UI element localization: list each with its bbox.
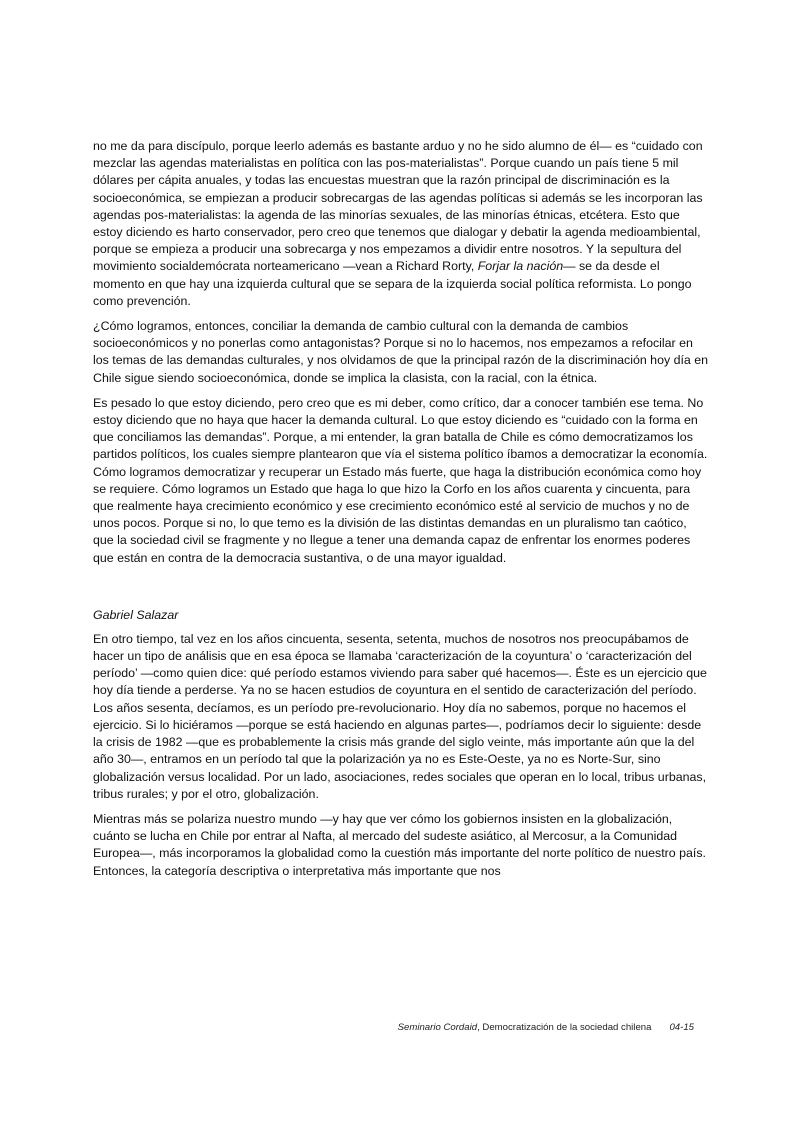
paragraph-2: ¿Cómo logramos, entonces, conciliar la demanda de cambio cultural con la demanda de cambios socioeconómicos y no ponerlas como antagonistas? Porque si no lo hacemos, nos empezamos a refocilar en los temas de las demandas culturales, y nos olvidamos de que la principal razón de la discriminación hoy día en Chile sigue siendo socioeconómica, donde se implica la clasista, con la racial, con la étnica. bbox=[93, 319, 709, 385]
paragraph-4: En otro tiempo, tal vez en los años cincuenta, sesenta, setenta, muchos de nosotros nos preocupábamos de hacer un tipo de análisis que en esa época se llamaba ‘caracterización de la coyuntura’ o ‘caracterización del período’ —como quien dice: qué período estamos viviendo para saber qué hacemos—. Éste es un ejercicio que hoy día tiende a perderse. Ya no se hacen estudios de coyuntura en el sentido de caracterización del período. Los años sesenta, decíamos, es un período pre-revolucionario. Hoy día no sabemos, porque no hacemos el ejercicio. Si lo hiciéramos —porque se está haciendo en algunas partes—, podríamos decir lo siguiente: desde la crisis de 1982 —que es probablemente la crisis más grande del siglo veinte, más importante aún que la del año 30—, entramos en un período tal que la polarización ya no es Este-Oeste, ya no es Norte-Sur, sino globalización versus localidad. Por un lado, asociaciones, redes sociales que operan en lo local, tribus urbanas, tribus rurales; y por el otro, globalización. bbox=[93, 631, 707, 801]
paragraph-5: Mientras más se polariza nuestro mundo —y hay que ver cómo los gobiernos insisten en la globalización, cuánto se lucha en Chile por entrar al Nafta, al mercado del sudeste asiático, al Mercosur, a la Comunidad Europea—, más incorporamos la globalidad como la cuestión más importante del norte político de nuestro país. Entonces, la categoría descriptiva o interpretativa más importante que nos bbox=[93, 811, 706, 878]
page-footer bbox=[398, 1022, 694, 1033]
page-number: 04-15 bbox=[669, 1022, 694, 1033]
paragraph-1-text-a: no me da para discípulo, porque leerlo además es bastante arduo y no he sido alumno de él— es “cuidado con mezclar las agendas materialistas en política con las pos-materialistas”. Porque cuando un país tiene 5 mil dólares per cápita anuales, y todas las encuestas muestran que la razón principal de discriminación es la socioeconómica, se empiezan a producir sobrecargas de las agendas políticas si además se les incorporan las agendas pos-materialistas: la agenda de las minorías sexuales, de las minorías étnicas, etcétera. Esto que estoy diciendo es harto conservador, pero creo que tenemos que dialogar y debatir la agenda medioambiental, porque se empieza a producir una sobrecarga y nos empezamos a dividir entre nosotros. Y la sepultura del movimiento socialdemócrata norteamericano —vean a Richard Rorty, bbox=[93, 139, 703, 274]
footer-seminar: Seminario Cordaid bbox=[397, 1022, 478, 1033]
page-body bbox=[93, 138, 710, 888]
footer-title: , Democratización de la sociedad chilena bbox=[477, 1022, 652, 1033]
paragraph-1-text-b: — se da desde el momento en que hay una izquierda cultural que se separa de la izquierda social política reformista. Lo pongo como prevención. bbox=[93, 259, 692, 308]
paragraph-1 bbox=[93, 138, 710, 310]
speaker-name: Gabriel Salazar bbox=[93, 607, 179, 622]
paragraph-3: Es pesado lo que estoy diciendo, pero creo que es mi deber, como crítico, dar a conocer también ese tema. No estoy diciendo que no haya que hacer la demanda cultural. Lo que estoy diciendo es “cuidado con la forma en que conciliamos las demandas”. Porque, a mi entender, la gran batalla de Chile es cómo democratizamos los partidos políticos, los cuales siempre plantearon que vía el sistema político íbamos a democratizar la economía. Cómo logramos democratizar y recuperar un Estado más fuerte, que haga la distribución económica como hoy se requiere. Cómo logramos un Estado que haga lo que hizo la Corfo en los años cuarenta y cincuenta, para que realmente haya crecimiento económico y ese crecimiento económico esté al servicio de muchos y no de unos pocos. Porque si no, lo que temo es la división de las distintas demandas en un pluralismo tan caótico, que la sociedad civil se fragmente y no llegue a tener una demanda capaz de enfrentar los enormes poderes que están en contra de la democracia sustantiva, o de una mayor igualdad. bbox=[93, 395, 708, 565]
book-title: Forjar la nación bbox=[477, 259, 564, 274]
